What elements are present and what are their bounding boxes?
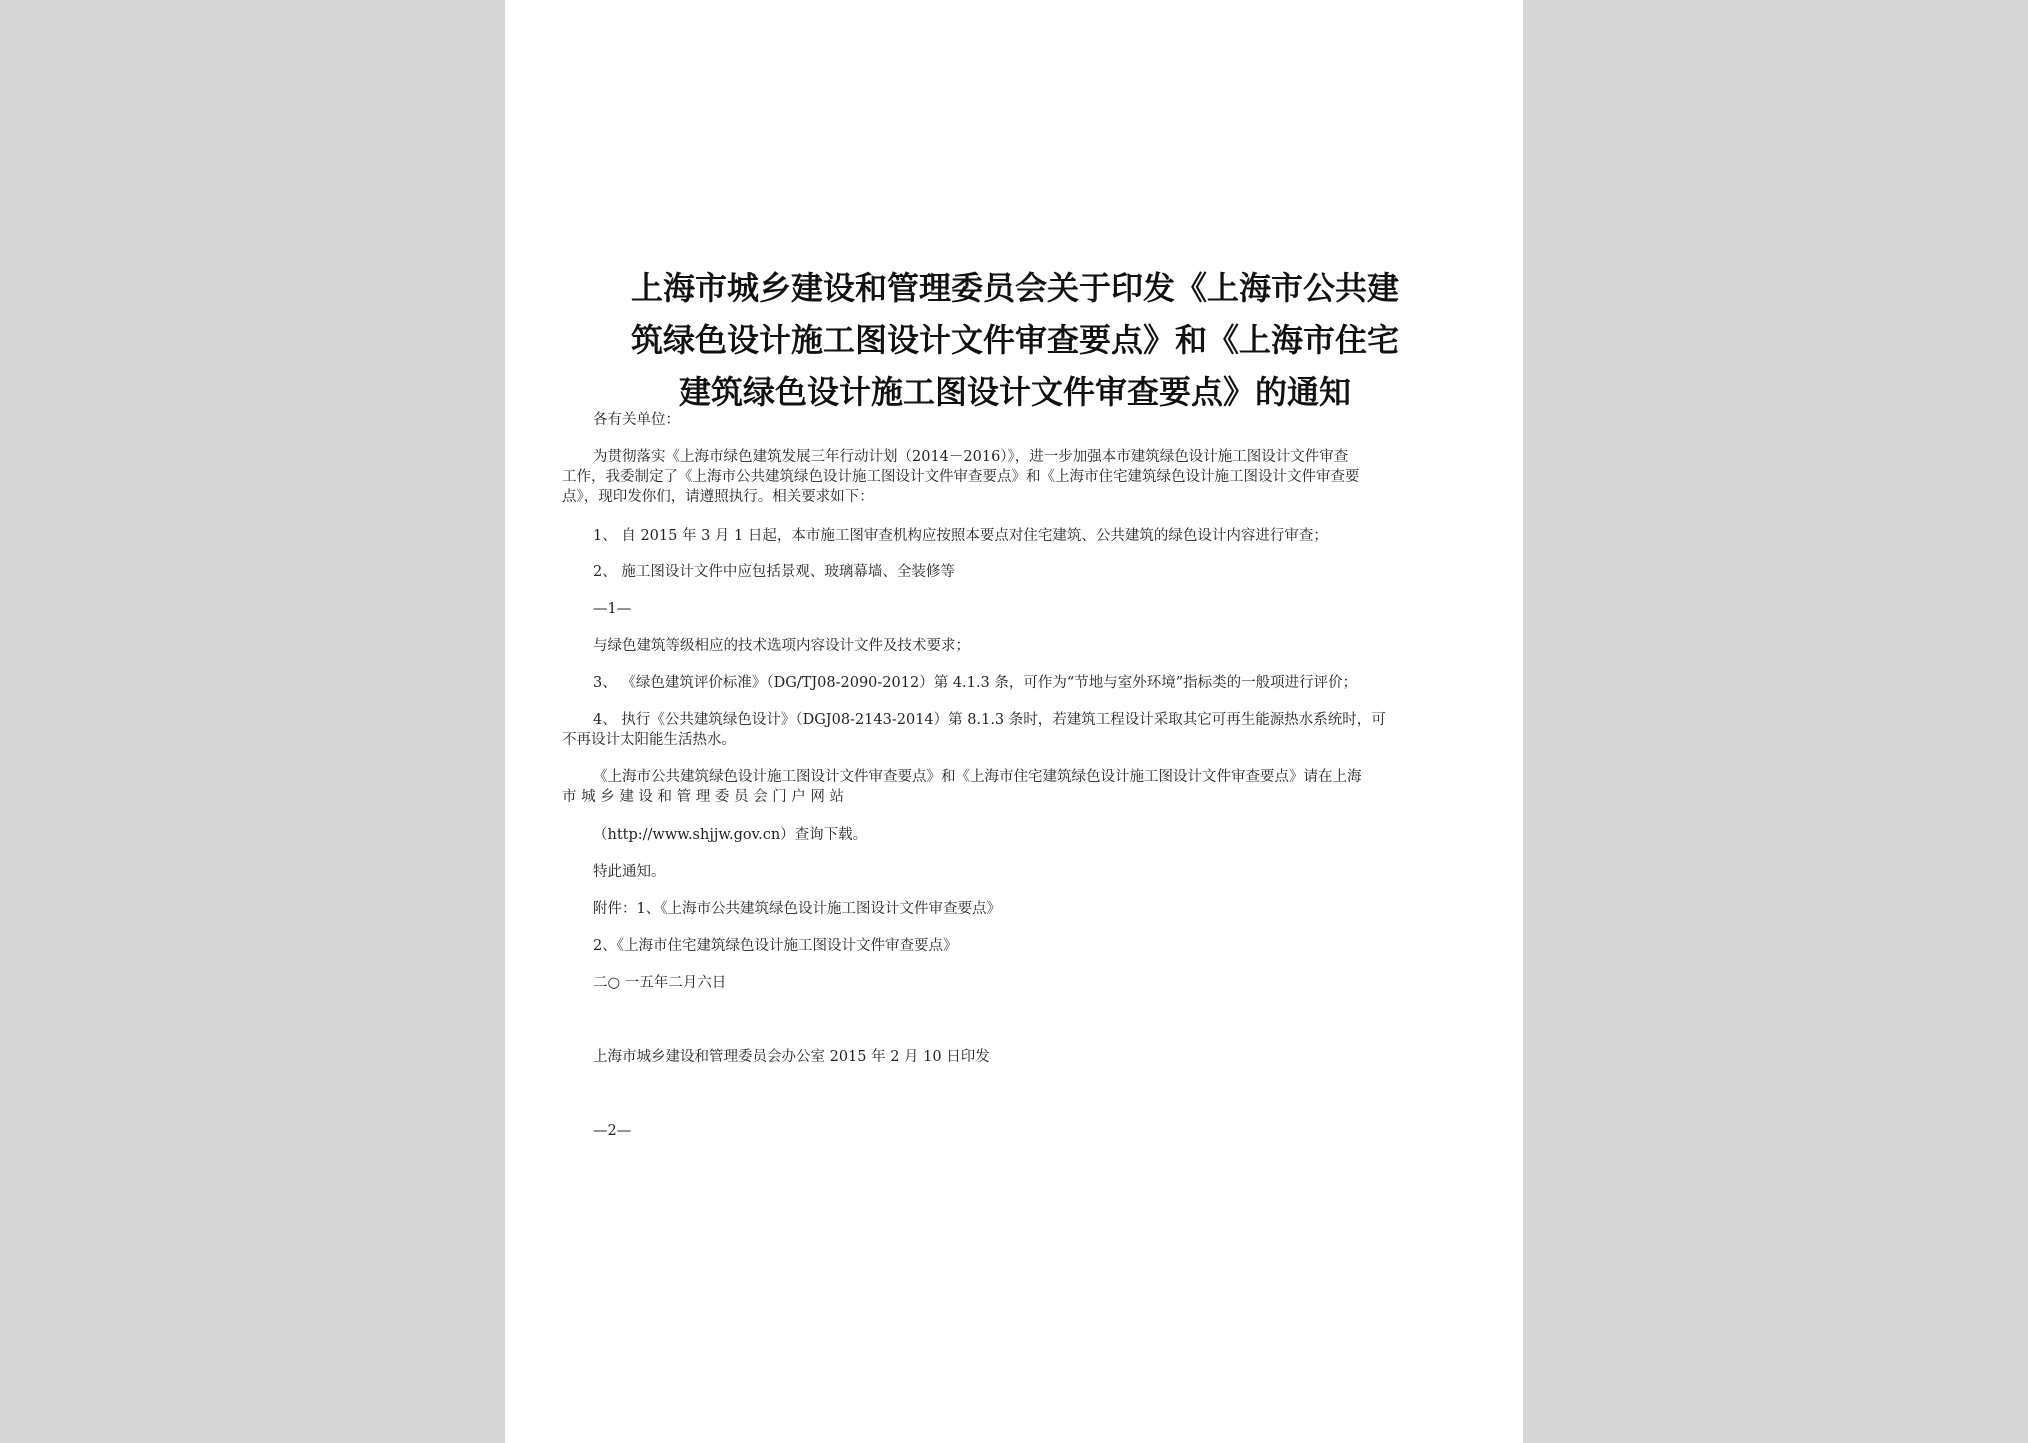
title-line: 上海市城乡建设和管理委员会关于印发《上海市公共建 [630,269,1399,307]
attachment-2: 2、《上海市住宅建筑绿色设计施工图设计文件审查要点》 [593,938,958,954]
intro-line: 点》，现印发你们，请遵照执行。相关要求如下： [562,489,874,505]
requirement-item-4 [562,710,1472,750]
item4-line: 不再设计太阳能生活热水。 [562,732,736,748]
issuer-line: 上海市城乡建设和管理委员会办公室 2015 年 2 月 10 日印发 [593,1049,990,1065]
closing-text: 特此通知。 [593,864,666,880]
download-line: 市 城 乡 建 设 和 管 理 委 员 会 门 户 网 站 [562,789,845,805]
item4-line: 4、 执行《公共建筑绿色设计》（DGJ08-2143-2014）第 8.1.3 条时，若建筑工程设计采取其它可再生能源热水系统时，可 [593,712,1386,728]
document-title [565,262,1465,418]
document-page [505,0,1523,1443]
requirement-item-1: 1、 自 2015 年 3 月 1 日起，本市施工图审查机构应按照本要点对住宅建筑、公共建筑的绿色设计内容进行审查； [593,528,1328,544]
page-number-mark: —1— [593,601,632,617]
document-date: 二○ 一五年二月六日 [593,975,727,991]
page-number-mark: —2— [593,1123,632,1139]
salutation: 各有关单位： [593,412,680,428]
requirement-item-3: 3、 《绿色建筑评价标准》（DG/TJ08-2090-2012）第 4.1.3 条，可作为“节地与室外环境”指标类的一般项进行评价； [593,675,1358,691]
download-line: 《上海市公共建筑绿色设计施工图设计文件审查要点》和《上海市住宅建筑绿色设计施工图设计文件审查要点》请在上海 [593,769,1362,785]
intro-line: 为贯彻落实《上海市绿色建筑发展三年行动计划（2014－2016）》，进一步加强本市建筑绿色设计施工图设计文件审查 [593,449,1349,465]
attachment-1: 附件：1、《上海市公共建筑绿色设计施工图设计文件审查要点》 [593,901,1001,917]
requirement-item-2: 2、 施工图设计文件中应包括景观、玻璃幕墙、全装修等 [593,564,955,580]
download-paragraph [562,767,1472,807]
requirement-item-2-continued: 与绿色建筑等级相应的技术选项内容设计文件及技术要求； [593,638,970,654]
title-line: 筑绿色设计施工图设计文件审查要点》和《上海市住宅 [630,321,1399,359]
intro-line: 工作，我委制定了《上海市公共建筑绿色设计施工图设计文件审查要点》和《上海市住宅建筑绿色设计施工图设计文件审查要 [562,469,1360,485]
website-url-line: （http://www.shjjw.gov.cn）查询下载。 [593,827,868,843]
intro-paragraph [562,447,1472,507]
title-line: 建筑绿色设计施工图设计文件审查要点》的通知 [678,373,1351,411]
